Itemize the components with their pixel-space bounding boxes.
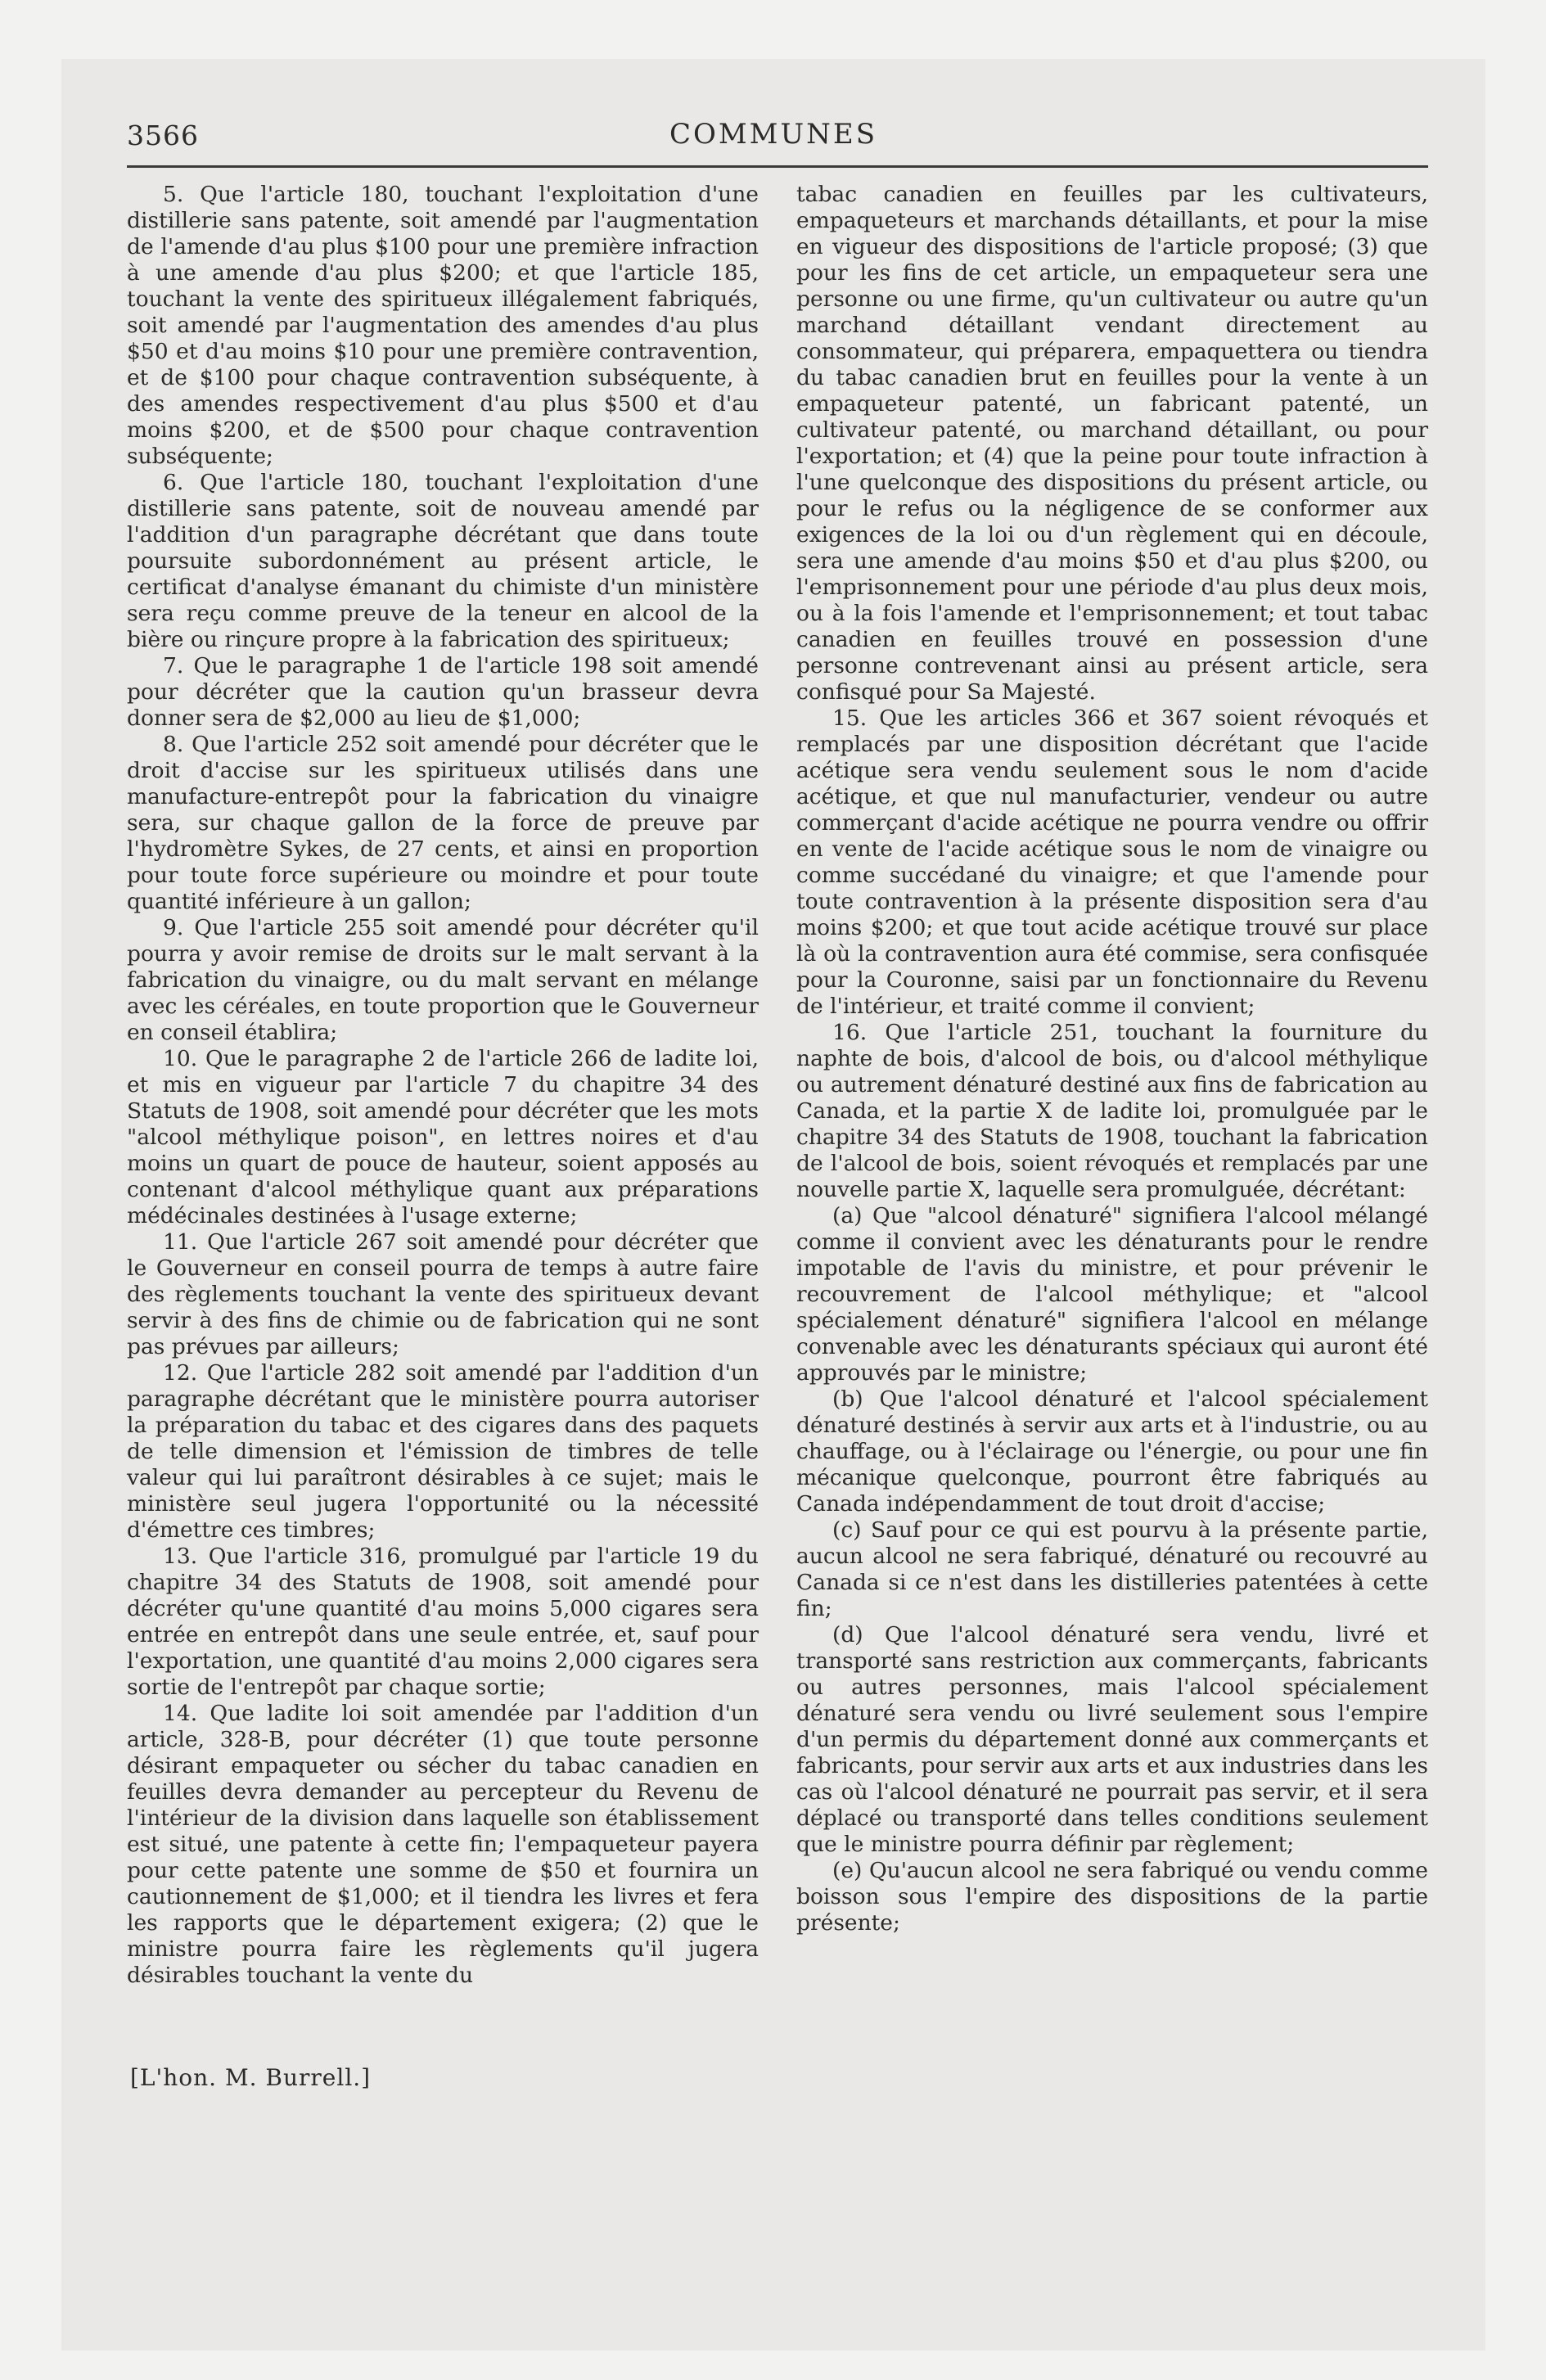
- page-number: 3566: [127, 119, 199, 151]
- paragraph: 11. Que l'article 267 soit amendé pour décréter que le Gouverneur en conseil pourra de temps à autre faire des règlements touchant la vente des spiritueux devant servir à des fins de chimie ou de fabrication qui ne sont pas prévues par ailleurs;: [127, 1229, 759, 1359]
- paragraph: 15. Que les articles 366 et 367 soient révoqués et remplacés par une disposition décrétant que l'acide acétique sera vendu seulement sous le nom d'acide acétique, et que nul manufacturier, vendeur ou autre commerçant d'acide acétique ne pourra vendre ou offrir en vente de l'acide acétique sous le nom de vinaigre ou comme succédané du vinaigre; et que l'amende pour toute contravention à la présente disposition sera d'au moins $200; et que tout acide acétique trouvé sur place là où la contravention aura été commise, sera confisquée pour la Couronne, saisi par un fonctionnaire du Revenu de l'intérieur, et traité comme il convient;: [796, 705, 1428, 1019]
- paragraph: 6. Que l'article 180, touchant l'exploitation d'une distillerie sans patente, soit de nouveau amendé par l'addition d'un paragraphe décrétant que dans toute poursuite subordonnément au présent article, le certificat d'analyse émanant du chimiste d'un ministère sera reçu comme preuve de la teneur en alcool de la bière ou rinçure propre à la fabrication des spiritueux;: [127, 470, 759, 652]
- paragraph: (b) Que l'alcool dénaturé et l'alcool spécialement dénaturé destinés à servir aux arts et à l'industrie, ou au chauffage, ou à l'éclairage ou l'énergie, ou pour une fin mécanique quelconque, pourront être fabriqués au Canada indépendamment de tout droit d'accise;: [796, 1386, 1428, 1517]
- paragraph: (e) Qu'aucun alcool ne sera fabriqué ou vendu comme boisson sous l'empire des dispositions de la partie présente;: [796, 1858, 1428, 1936]
- paragraph: (a) Que "alcool dénaturé" signifiera l'alcool mélangé comme il convient avec les dénaturants pour le rendre impotable de l'avis du ministre, et pour prévenir le recouvrement de l'alcool méthylique; et "alcool spécialement dénaturé" signifiera l'alcool en mélange convenable avec les dénaturants spéciaux qui auront été approuvés par le ministre;: [796, 1203, 1428, 1386]
- paragraph: (d) Que l'alcool dénaturé sera vendu, livré et transporté sans restriction aux commerçants, fabricants ou autres personnes, mais l'alcool spécialement dénaturé sera vendu ou livré seulement sous l'empire d'un permis du département donné aux commerçants et fabricants, pour servir aux arts et aux industries dans les cas où l'alcool dénaturé ne pourrait pas servir, et il sera déplacé ou transporté dans telles conditions seulement que le ministre pourra définir par règlement;: [796, 1622, 1428, 1857]
- paragraph: (c) Sauf pour ce qui est pourvu à la présente partie, aucun alcool ne sera fabriqué, dénaturé ou recouvré au Canada si ce n'est dans les distilleries patentées à cette fin;: [796, 1517, 1428, 1621]
- running-head: COMMUNES: [669, 118, 878, 151]
- speaker-signature: [L'hon. M. Burrell.]: [130, 2064, 372, 2091]
- paragraph: 8. Que l'article 252 soit amendé pour décréter que le droit d'accise sur les spiritueux utilisés dans une manufacture-entrepôt pour la fabrication du vinaigre sera, sur chaque gallon de la force de preuve par l'hydromètre Sykes, de 27 cents, et ainsi en proportion pour toute force supérieure ou moindre et pour toute quantité inférieure à un gallon;: [127, 732, 759, 914]
- left-column: [127, 182, 759, 1989]
- paragraph: tabac canadien en feuilles par les cultivateurs, empaqueteurs et marchands détaillants, et pour la mise en vigueur des dispositions de l'article proposé; (3) que pour les fins de cet article, un empaqueteur sera une personne ou une firme, qu'un cultivateur ou autre qu'un marchand détaillant vendant directement au consommateur, qui préparera, empaquettera ou tiendra du tabac canadien brut en feuilles pour la vente à un empaqueteur patenté, un fabricant patenté, un cultivateur patenté, ou marchand détaillant, ou pour l'exportation; et (4) que la peine pour toute infraction à l'une quelconque des dispositions du présent article, ou pour le refus ou la négligence de se conformer aux exigences de la loi ou d'un règlement qui en découle, sera une amende d'au moins $50 et d'au plus $200, ou l'emprisonnement pour une période d'au plus deux mois, ou à la fois l'amende et l'emprisonnement; et tout tabac canadien en feuilles trouvé en possession d'une personne contrevenant ainsi au présent article, sera confisqué pour Sa Majesté.: [796, 182, 1428, 705]
- paragraph: 7. Que le paragraphe 1 de l'article 198 soit amendé pour décréter que la caution qu'un brasseur devra donner sera de $2,000 au lieu de $1,000;: [127, 653, 759, 731]
- paragraph: 9. Que l'article 255 soit amendé pour décréter qu'il pourra y avoir remise de droits sur le malt servant à la fabrication du vinaigre, ou du malt servant en mélange avec les céréales, en toute proportion que le Gouverneur en conseil établira;: [127, 915, 759, 1045]
- paragraph: 5. Que l'article 180, touchant l'exploitation d'une distillerie sans patente, soit amendé par l'augmentation de l'amende d'au plus $100 pour une première infraction à une amende d'au plus $200; et que l'article 185, touchant la vente des spiritueux illégalement fabriqués, soit amendé par l'augmentation des amendes d'au plus $50 et d'au moins $10 pour une première contravention, et de $100 pour chaque contravention subséquente, à des amendes respectivement d'au plus $500 et d'au moins $200, et de $500 pour chaque contravention subséquente;: [127, 182, 759, 469]
- paragraph: 12. Que l'article 282 soit amendé par l'addition d'un paragraphe décrétant que le ministère pourra autoriser la préparation du tabac et des cigares dans des paquets de telle dimension et l'émission de timbres de telle valeur qui lui paraîtront désirables à ce sujet; mais le ministère seul jugera l'opportunité ou la nécessité d'émettre ces timbres;: [127, 1360, 759, 1543]
- header-rule: [127, 165, 1428, 168]
- right-column: [796, 182, 1428, 1936]
- page-header: [61, 108, 1485, 165]
- paragraph: 13. Que l'article 316, promulgué par l'article 19 du chapitre 34 des Statuts de 1908, soit amendé pour décréter qu'une quantité d'au moins 5,000 cigares sera entrée en entrepôt dans une seule entrée, et, sauf pour l'exportation, une quantité d'au moins 2,000 cigares sera sortie de l'entrepôt par chaque sortie;: [127, 1544, 759, 1700]
- paragraph: 10. Que le paragraphe 2 de l'article 266 de ladite loi, et mis en vigueur par l'article 7 du chapitre 34 des Statuts de 1908, soit amendé pour décréter que les mots "alcool méthylique poison", en lettres noires et d'au moins un quart de pouce de hauteur, soient apposés au contenant d'alcool méthylique quant aux préparations médécinales destinées à l'usage externe;: [127, 1046, 759, 1228]
- document-page: [61, 59, 1485, 2351]
- paragraph: 14. Que ladite loi soit amendée par l'addition d'un article, 328-B, pour décréter (1) que toute personne désirant empaqueter ou sécher du tabac canadien en feuilles devra demander au percepteur du Revenu de l'intérieur de la division dans laquelle son établissement est situé, une patente à cette fin; l'empaqueteur payera pour cette patente une somme de $50 et fournira un cautionnement de $1,000; et il tiendra les livres et fera les rapports que le département exigera; (2) que le ministre pourra faire les règlements qu'il jugera désirables touchant la vente du: [127, 1701, 759, 1988]
- paragraph: 16. Que l'article 251, touchant la fourniture du naphte de bois, d'alcool de bois, ou d'alcool méthylique ou autrement dénaturé destiné aux fins de fabrication au Canada, et la partie X de ladite loi, promulguée par le chapitre 34 des Statuts de 1908, touchant la fabrication de l'alcool de bois, soient révoqués et remplacés par une nouvelle partie X, laquelle sera promulguée, décrétant:: [796, 1020, 1428, 1202]
